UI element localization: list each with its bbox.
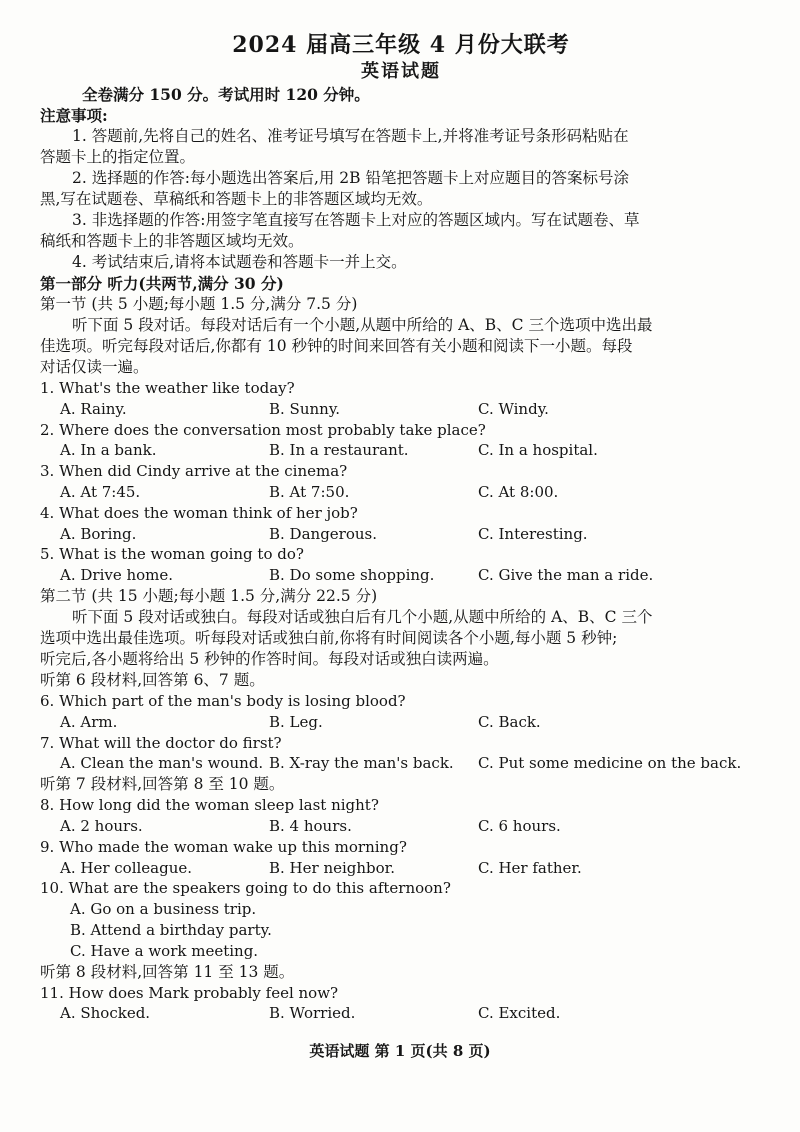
option-4b: B. Dangerous. [269,524,377,543]
section2-directions-3: 听完后,各小题将给出 5 秒钟的作答时间。每段对话或独白读两遍。 [40,649,499,668]
option-6c: C. Back. [478,712,541,731]
notice-item-4: 4. 考试结束后,请将本试题卷和答题卡一并上交。 [72,253,407,271]
option-4c: C. Interesting. [478,524,588,543]
notice-heading: 注意事项: [40,106,108,125]
option-8b: B. 4 hours. [269,816,352,835]
option-1b: B. Sunny. [269,399,341,418]
question-6: 6. Which part of the man's body is losing blood? [40,691,406,710]
option-3b: B. At 7:50. [269,482,350,501]
part1-heading: 第一部分 听力(共两节,满分 30 分) [40,274,284,293]
option-7b: B. X-ray the man's back. [269,754,454,773]
option-9c: C. Her father. [478,858,582,877]
options-11 [40,1003,762,1024]
option-7c: C. Put some medicine on the back. [478,754,742,773]
question-2: 2. Where does the conversation most probably take place? [40,420,486,439]
page-subtitle: 英语试题 [361,61,441,82]
option-4a: A. Boring. [60,524,137,543]
notice-item-3a: 3. 非选择题的作答:用签字笔直接写在答题卡上对应的答题区域内。写在试题卷、草 [72,211,640,229]
option-2a: A. In a bank. [60,441,157,460]
option-6a: A. Arm. [60,712,118,731]
section1-directions-2: 佳选项。听完每段对话后,你都有 10 秒钟的时间来回答有关小题和阅读下一小题。每段 [40,337,633,355]
options-6 [40,712,762,733]
page-footer: 英语试题 第 1 页(共 8 页) [309,1042,491,1060]
option-8a: A. 2 hours. [60,816,143,835]
notice-item-3b: 稿纸和答题卡上的非答题区域均无效。 [40,232,304,250]
option-7a: A. Clean the man's wound. [60,754,264,773]
options-4 [40,524,762,545]
options-3 [40,482,762,503]
options-7 [40,753,762,774]
option-1a: A. Rainy. [60,399,127,418]
section1-directions-1: 听下面 5 段对话。每段对话后有一个小题,从题中所给的 A、B、C 三个选项中选出最 [72,316,653,334]
section1-directions-3: 对话仅读一遍。 [40,358,149,376]
score-line: 全卷满分 150 分。考试用时 120 分钟。 [82,85,370,104]
section1-heading: 第一节 (共 5 小题;每小题 1.5 分,满分 7.5 分) [40,295,358,313]
question-8: 8. How long did the woman sleep last night? [40,796,379,815]
option-5c: C. Give the man a ride. [478,566,654,585]
options-9 [40,858,762,879]
question-1: 1. What's the weather like today? [40,379,295,397]
option-10b: B. Attend a birthday party. [70,920,272,939]
options-8 [40,816,762,837]
section2-directions-1: 听下面 5 段对话或独白。每段对话或独白后有几个小题,从题中所给的 A、B、C 三个 [72,607,653,626]
options-2 [40,440,762,461]
notice-item-1b: 答题卡上的指定位置。 [40,148,196,166]
option-2c: C. In a hospital. [478,441,598,460]
option-5a: A. Drive home. [60,566,174,585]
page-title: 2024 届高三年级 4 月份大联考 [232,32,570,58]
question-7: 7. What will the doctor do first? [40,733,282,752]
material-6-instruction: 听第 6 段材料,回答第 6、7 题。 [40,670,265,689]
section2-directions-2: 选项中选出最佳选项。听每段对话或独白前,你将有时间阅读各个小题,每小题 5 秒钟; [40,628,618,647]
material-8-instruction: 听第 8 段材料,回答第 11 至 13 题。 [40,962,295,981]
option-9b: B. Her neighbor. [269,858,395,877]
option-11c: C. Excited. [478,1004,561,1023]
option-3c: C. At 8:00. [478,482,559,501]
option-10a: A. Go on a business trip. [70,900,257,919]
question-5: 5. What is the woman going to do? [40,545,304,564]
question-9: 9. Who made the woman wake up this morning? [40,837,407,856]
option-5b: B. Do some shopping. [269,566,435,585]
option-11b: B. Worried. [269,1004,356,1023]
question-11: 11. How does Mark probably feel now? [40,983,339,1002]
options-5 [40,565,762,586]
option-2b: B. In a restaurant. [269,441,409,460]
section2-heading: 第二节 (共 15 小题;每小题 1.5 分,满分 22.5 分) [40,586,378,605]
option-10c: C. Have a work meeting. [70,941,259,960]
notice-item-1a: 1. 答题前,先将自己的姓名、准考证号填写在答题卡上,并将准考证号条形码粘贴在 [72,127,629,145]
option-9a: A. Her colleague. [60,858,193,877]
options-1 [40,399,762,420]
option-1c: C. Windy. [478,399,549,418]
question-10: 10. What are the speakers going to do this afternoon? [40,879,451,898]
question-4: 4. What does the woman think of her job? [40,503,358,522]
option-11a: A. Shocked. [60,1004,151,1023]
question-3: 3. When did Cindy arrive at the cinema? [40,462,348,481]
option-3a: A. At 7:45. [60,482,141,501]
material-7-instruction: 听第 7 段材料,回答第 8 至 10 题。 [40,775,285,794]
option-8c: C. 6 hours. [478,816,561,835]
notice-item-2a: 2. 选择题的作答:每小题选出答案后,用 2B 铅笔把答题卡上对应题目的答案标号涂 [72,169,629,187]
notice-item-2b: 黑,写在试题卷、草稿纸和答题卡上的非答题区域均无效。 [40,190,433,208]
option-6b: B. Leg. [269,712,323,731]
